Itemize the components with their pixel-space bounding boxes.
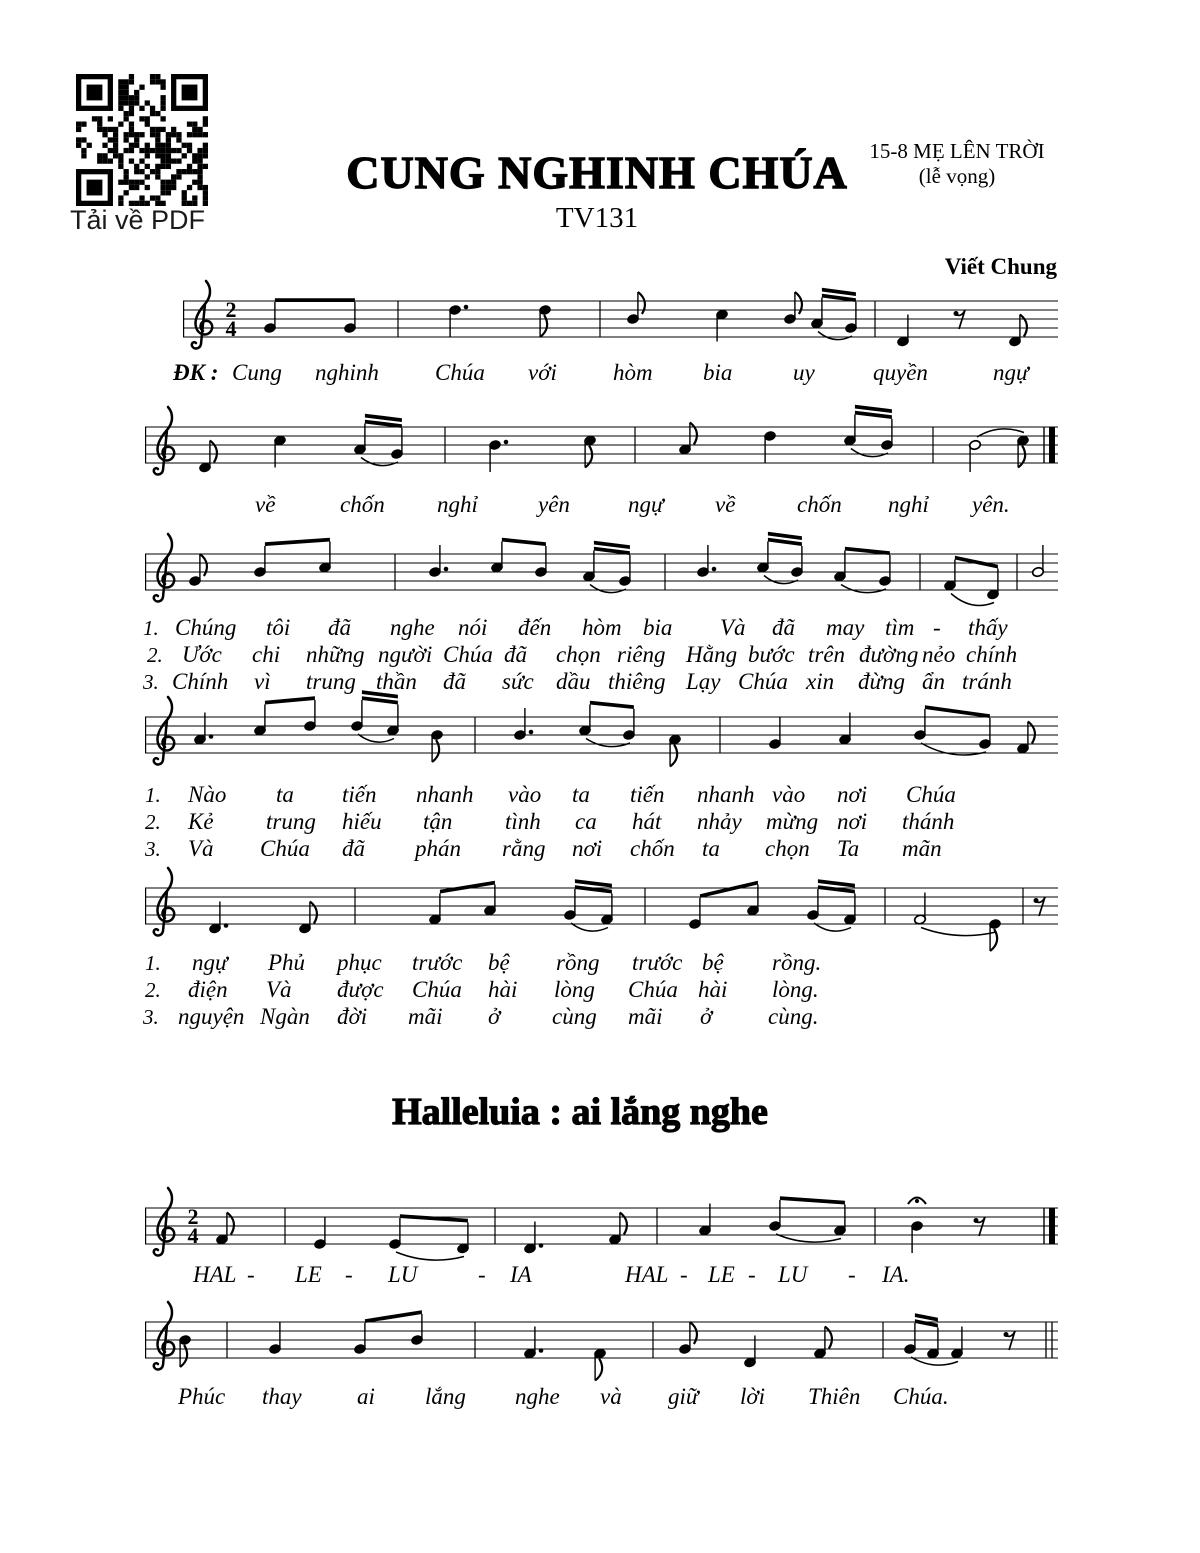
treble-clef-icon [192,281,212,348]
lyric-word: ngự [993,360,1029,385]
lyric-word: HAL [625,1262,669,1287]
lyric-word: mãn [902,836,942,861]
staff-system-2 [145,395,1060,503]
slur [764,576,798,584]
lyric-word: tôi [266,615,291,640]
lyric-word: thấy [968,615,1008,640]
lyric-word: chính [966,642,1018,667]
beam [700,881,758,898]
lyric-word: riêng [617,642,666,667]
lyric-word: nói [458,615,488,640]
eighth-flag-icon [638,292,645,314]
lyric-word: Chúng [175,615,237,640]
lyric-word: nơi [837,782,868,807]
eighth-flag-icon [210,441,217,463]
lyric-word: nghỉ [437,492,478,517]
lyric-word: trung [266,809,316,834]
lyric-word: bia [703,360,733,385]
lyric-word: phục [337,950,382,975]
lyric-word: phán [415,836,461,861]
final-barline-thick [1049,427,1055,463]
lyric-word: Chúa [738,669,788,694]
lyric-word: ở [488,1004,501,1029]
lyric-word: yên [538,492,570,517]
qr-caption-download-pdf-link[interactable]: Tải về PDF [70,205,206,235]
beam [400,1214,468,1222]
slur [818,332,852,340]
lyric-word: ở [700,1004,713,1029]
lyric-word: LU [778,1262,808,1287]
lyric-word: lòng. [772,977,819,1002]
lyric-word: - [345,1262,353,1287]
lyric-word: nhanh [697,782,755,807]
lyric-word: - [680,1262,688,1287]
lyric-word: Chúa [906,782,956,807]
augmentation-dot [464,305,469,310]
lyric-word: lắng [425,1384,466,1409]
beam [502,538,546,546]
lyric-word: bước [748,642,795,667]
lyric-word: bia [643,615,673,640]
lyric-word: cùng [552,1004,597,1029]
lyric-word: Chúa [260,836,310,861]
lyric-word: 3. [145,837,161,861]
lyric-word: nguyện [178,1004,245,1029]
lyric-word: ta [276,782,294,807]
slur [586,739,630,747]
lyric-word: Và [720,615,746,640]
lyric-word: uy [793,360,815,385]
time-sig-numerator: 2 [187,1204,199,1229]
feast-line1: 15-8 MẸ LÊN TRỜI [869,139,1045,163]
eighth-flag-icon [585,446,592,468]
slur [396,1252,464,1260]
lyric-word: dầu [556,669,591,694]
lyric-word: IA. [882,1262,910,1287]
eighth-flag-icon [690,423,697,445]
lyric-word: hòm [582,615,622,640]
lyric-word: LU [388,1262,418,1287]
song-title: CUNG NGHINH CHÚA [346,147,848,198]
lyric-word: 1. [145,951,161,975]
lyric-word: đường [859,642,919,667]
lyric-word: Nào [188,782,227,807]
lyric-word: Chính [172,669,229,694]
lyric-word: hài [488,977,518,1002]
lyric-word: Chúa. [893,1384,949,1409]
fermata-icon [915,1199,919,1203]
lyric-word: chốn [630,836,675,861]
lyric-word: Ta [837,836,860,861]
lyric-word: thánh [902,809,955,834]
lyric-word: quyền [873,360,928,385]
lyric-word: chi [252,642,281,667]
lyric-word: mãi [408,1004,443,1029]
lyric-word: bệ [488,950,510,975]
lyric-word: nghe [390,615,435,640]
treble-clef-icon [154,1188,174,1255]
lyric-word: những [306,642,365,667]
eighth-flag-icon [670,745,677,767]
lyric-word: Kẻ [188,809,214,834]
lyric-word: và [600,1384,622,1409]
lyric-word: Và [188,836,214,861]
lyric-word: đã [504,642,527,667]
lyric-word: nẻo [922,642,956,667]
section-heading-halleluia: Halleluia : ai lắng nghe [392,1091,768,1133]
lyric-word: lời [740,1384,766,1409]
lyric-word: nghinh [315,360,379,385]
lyric-word: rồng [556,950,600,975]
tie [921,928,996,936]
lyric-word: ĐK : [173,360,219,385]
lyric-word: với [528,360,557,385]
final-barline-thick [1049,1208,1055,1244]
lyric-word: hòm [613,360,653,385]
lyric-word: ai [357,1384,375,1409]
lyric-word: Thiên [808,1384,861,1409]
augmentation-dot [712,567,717,572]
lyric-word: đã [443,669,466,694]
lyric-word: vào [508,782,542,807]
lyric-word: 2. [145,978,161,1002]
lyric-word: cùng. [768,1004,819,1029]
eighth-flag-icon [227,1213,234,1235]
lyric-word: đã [772,615,795,640]
lyric-word: Chúa [628,977,678,1002]
feast-line2: (lễ vọng) [918,164,996,188]
lyric-word: 1. [143,616,159,640]
eighth-flag-icon [432,740,439,762]
lyric-word: Lạy [686,669,721,694]
eighth-flag-icon [1020,315,1027,337]
lyric-word: 2. [147,643,163,667]
lyric-word: may [826,615,865,640]
eighth-flag-icon [310,902,317,924]
lyric-word: Hằng [686,642,738,667]
eighth-flag-icon [595,1359,602,1381]
treble-clef-icon [154,407,174,474]
slur [361,458,398,466]
augmentation-dot [539,1243,544,1248]
lyric-word: tiến [342,782,377,807]
lyric-word: đời [337,1004,368,1029]
lyric-word: hiếu [342,809,382,834]
lyric-word: lòng [554,977,595,1002]
lyric-word: Và [266,977,292,1002]
lyric-word: tìm [885,615,915,640]
lyric-word: 1. [145,783,161,807]
lyric-word: chốn [340,492,385,517]
beam [590,701,634,709]
lyric-word: trước [412,950,463,975]
treble-clef-icon [154,534,174,601]
lyric-word: tận [423,809,453,834]
lyric-word: - [748,1262,756,1287]
lyric-word: được [337,977,384,1002]
lyric-word: mãi [628,1004,663,1029]
staff-system-4 [145,685,1060,793]
beam [925,705,990,718]
lyric-word: ta [572,782,590,807]
lyric-word: Phủ [268,950,306,975]
lyric-word: Chúa [435,360,485,385]
lyric-word: hài [698,977,728,1002]
lyric-word: bệ [702,950,724,975]
eighth-flag-icon [690,1322,697,1344]
staff-system-7 [145,1290,1060,1398]
lyric-word: - [933,615,941,640]
lyric-word: nghỉ [888,492,929,517]
lyric-word: 2. [145,810,161,834]
eighth-flag-icon [200,554,207,576]
lyric-word: yên. [972,492,1010,517]
lyric-word: Phúc [178,1384,226,1409]
slur [851,449,888,457]
lyric-word: ta [702,836,720,861]
lyric-word: giữ [668,1384,699,1409]
lyric-word: - [848,1262,856,1287]
beam [265,538,330,546]
lyric-word: nghe [515,1384,560,1409]
lyric-word: điện [188,977,228,1002]
lyric-word: trên [808,642,846,667]
lyric-word: xin [806,669,835,694]
treble-clef-icon [154,868,174,935]
eighth-flag-icon [540,315,547,337]
lyric-word: trước [632,950,683,975]
lyric-word: Chúa [412,977,462,1002]
augmentation-dot [209,734,214,739]
lyric-word: ngự [192,950,228,975]
beam [365,1310,422,1323]
lyric-word: về [715,492,736,517]
lyric-word: chọn [765,836,810,861]
lyric-word: hát [632,809,662,834]
beam [955,556,998,569]
lyric-word: sức [502,669,534,694]
lyric-word: tình [505,809,541,834]
slur [590,585,626,593]
beam [275,298,355,302]
lyric-word: LE [295,1262,322,1287]
lyric-word: thần [376,669,417,694]
eighth-flag-icon [180,1345,187,1367]
lyric-word: vì [254,669,271,694]
time-sig-denominator: 4 [225,316,237,341]
lyric-word: - [247,1262,255,1287]
lyric-word: ẩn [922,669,945,694]
time-sig-denominator: 4 [187,1223,199,1248]
lyric-word: nhanh [416,782,474,807]
lyric-word: IA [510,1262,532,1287]
lyric-word: đừng [858,669,906,694]
eighth-flag-icon [1028,722,1035,744]
lyric-word: người [378,642,433,667]
eighth-flag-icon [620,1213,627,1235]
lyric-word: ngự [628,492,664,517]
lyric-word: mừng [766,809,819,834]
lyric-word: chọn [556,642,601,667]
composer-name: Viết Chung [944,254,1057,279]
beam [780,1196,845,1204]
lyric-word: Ước [182,642,222,667]
feast-info [850,139,1064,189]
lyric-word: rằng [502,836,546,861]
lyric-word: nhảy [697,809,742,834]
lyric-word: nơi [837,809,868,834]
lyric-word: HAL [193,1262,237,1287]
lyric-word: ca [575,809,597,834]
lyric-word: tiến [630,782,665,807]
lyric-word: Cung [232,360,282,385]
lyric-word: thiêng [608,669,666,694]
lyric-word: LE [708,1262,735,1287]
lyric-word: rồng. [772,950,822,975]
staff-system-6 [145,1176,1060,1284]
beam [265,696,315,704]
lyric-word: thay [262,1384,302,1409]
lyric-word: 3. [143,1005,159,1029]
augmentation-dot [224,923,229,928]
lyric-word: 3. [143,670,159,694]
song-subtitle-psalm: TV131 [555,202,639,234]
staff-system-3 [145,522,1060,630]
augmentation-dot [504,440,509,445]
slur [841,585,886,593]
time-sig-numerator: 2 [225,297,237,322]
lyric-word: Ngàn [260,1004,310,1029]
lyric-word: - [478,1262,486,1287]
augmentation-dot [539,1348,544,1353]
lyric-word: vào [772,782,806,807]
augmentation-dot [444,567,449,572]
lyric-word: trung [306,669,356,694]
lyric-word: Chúa [443,642,493,667]
lyric-word: nơi [572,836,603,861]
lyric-word: đến [518,615,552,640]
staff-system-5 [145,856,1060,964]
lyric-word: chốn [797,492,842,517]
augmentation-dot [529,730,534,735]
treble-clef-icon [154,1302,174,1369]
eighth-flag-icon [1018,446,1025,468]
eighth-flag-icon [795,292,802,314]
lyric-word: đã [342,836,365,861]
lyric-word: về [255,492,276,517]
eighth-flag-icon [825,1327,832,1349]
beam [440,881,495,894]
lyric-word: tránh [962,669,1012,694]
lyric-word: đã [328,615,351,640]
treble-clef-icon [154,697,174,764]
